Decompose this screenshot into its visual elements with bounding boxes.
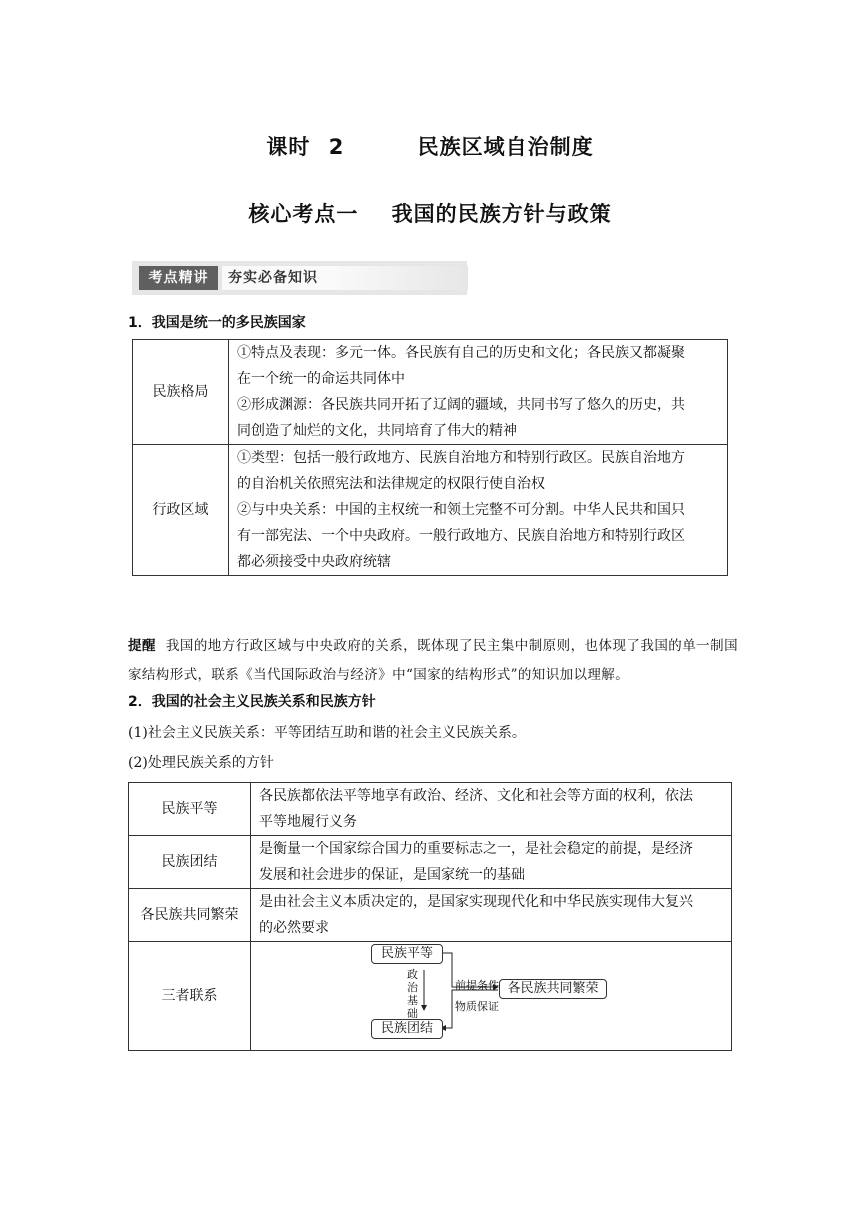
row-label: 民族格局 xyxy=(133,340,229,445)
table-row xyxy=(133,445,728,576)
row-line: ②形成渊源：各民族共同开拓了辽阔的疆域，共同书写了悠久的历史，共 xyxy=(237,397,685,413)
row-line: 同创造了灿烂的文化，共同培育了伟大的精神 xyxy=(237,423,517,439)
row-line: 在一个统一的命运共同体中 xyxy=(237,371,405,387)
row-label: 各民族共同繁荣 xyxy=(129,889,251,942)
row-label: 民族平等 xyxy=(129,783,251,836)
reminder-text: 我国的地方行政区域与中央政府的关系，既体现了民主集中制原则，也体现了我国的单一制国家结构形式，联系《当代国际政治与经济》中“国家的结构形式”的知识加以理解。 xyxy=(128,638,738,683)
political-basis-label: 政治基础 xyxy=(407,968,418,1020)
table-row xyxy=(129,836,732,889)
row-line: ①特点及表现：多元一体。各民族有自己的历史和文化；各民族又都凝聚 xyxy=(237,345,685,361)
row-line: 的自治机关依照宪法和法律规定的权限行使自治权 xyxy=(237,476,545,492)
equality-box: 民族平等 xyxy=(371,944,443,964)
reminder-note xyxy=(128,632,738,690)
premise-label: 前提条件 xyxy=(455,979,499,992)
reminder-label: 提醒 xyxy=(128,638,156,654)
policy-subheading: (2)处理民族关系的方针 xyxy=(128,755,274,771)
lesson-title: 课时 2 民族区域自治制度 xyxy=(266,135,594,159)
section-banner xyxy=(132,261,467,295)
table-row xyxy=(129,783,732,836)
guarantee-label: 物质保证 xyxy=(455,1000,499,1013)
ethnic-relations-line: (1)社会主义民族关系：平等团结互助和谐的社会主义民族关系。 xyxy=(128,725,526,741)
ethnic-structure-table xyxy=(132,339,728,576)
section1-heading: 1．我国是统一的多民族国家 xyxy=(128,315,306,331)
row-label: 民族团结 xyxy=(129,836,251,889)
relationship-diagram xyxy=(251,942,732,1051)
row-line: 的必然要求 xyxy=(259,920,329,936)
row-content xyxy=(251,889,732,942)
table-row xyxy=(133,340,728,445)
table-row xyxy=(129,942,732,1051)
row-content xyxy=(229,445,728,576)
ethnic-policy-table xyxy=(128,782,732,1051)
row-label: 行政区域 xyxy=(133,445,229,576)
section2-heading: 2．我国的社会主义民族关系和民族方针 xyxy=(128,694,376,710)
row-line: 有一部宪法、一个中央政府。一般行政地方、民族自治地方和特别行政区 xyxy=(237,528,685,544)
key-point-title: 核心考点一 我国的民族方针与政策 xyxy=(248,202,612,226)
row-content xyxy=(251,783,732,836)
row-line: ①类型：包括一般行政地方、民族自治地方和特别行政区。民族自治地方 xyxy=(237,450,685,466)
row-label: 三者联系 xyxy=(129,942,251,1051)
unity-box: 民族团结 xyxy=(371,1019,443,1039)
row-line: 平等地履行义务 xyxy=(259,814,357,830)
prosperity-box: 各民族共同繁荣 xyxy=(499,979,607,999)
row-line: 是衡量一个国家综合国力的重要标志之一，是社会稳定的前提，是经济 xyxy=(259,841,693,857)
banner-light-label: 夯实必备知识 xyxy=(222,266,468,290)
row-line: 是由社会主义本质决定的，是国家实现现代化和中华民族实现伟大复兴 xyxy=(259,894,693,910)
row-line: 发展和社会进步的保证，是国家统一的基础 xyxy=(259,867,525,883)
banner-dark-label: 考点精讲 xyxy=(139,266,218,290)
row-line: 都必须接受中央政府统辖 xyxy=(237,554,391,570)
row-line: 各民族都依法平等地享有政治、经济、文化和社会等方面的权利，依法 xyxy=(259,788,693,804)
row-content xyxy=(251,836,732,889)
row-line: ②与中央关系：中国的主权统一和领土完整不可分割。中华人民共和国只 xyxy=(237,502,685,518)
table-row xyxy=(129,889,732,942)
row-content xyxy=(229,340,728,445)
